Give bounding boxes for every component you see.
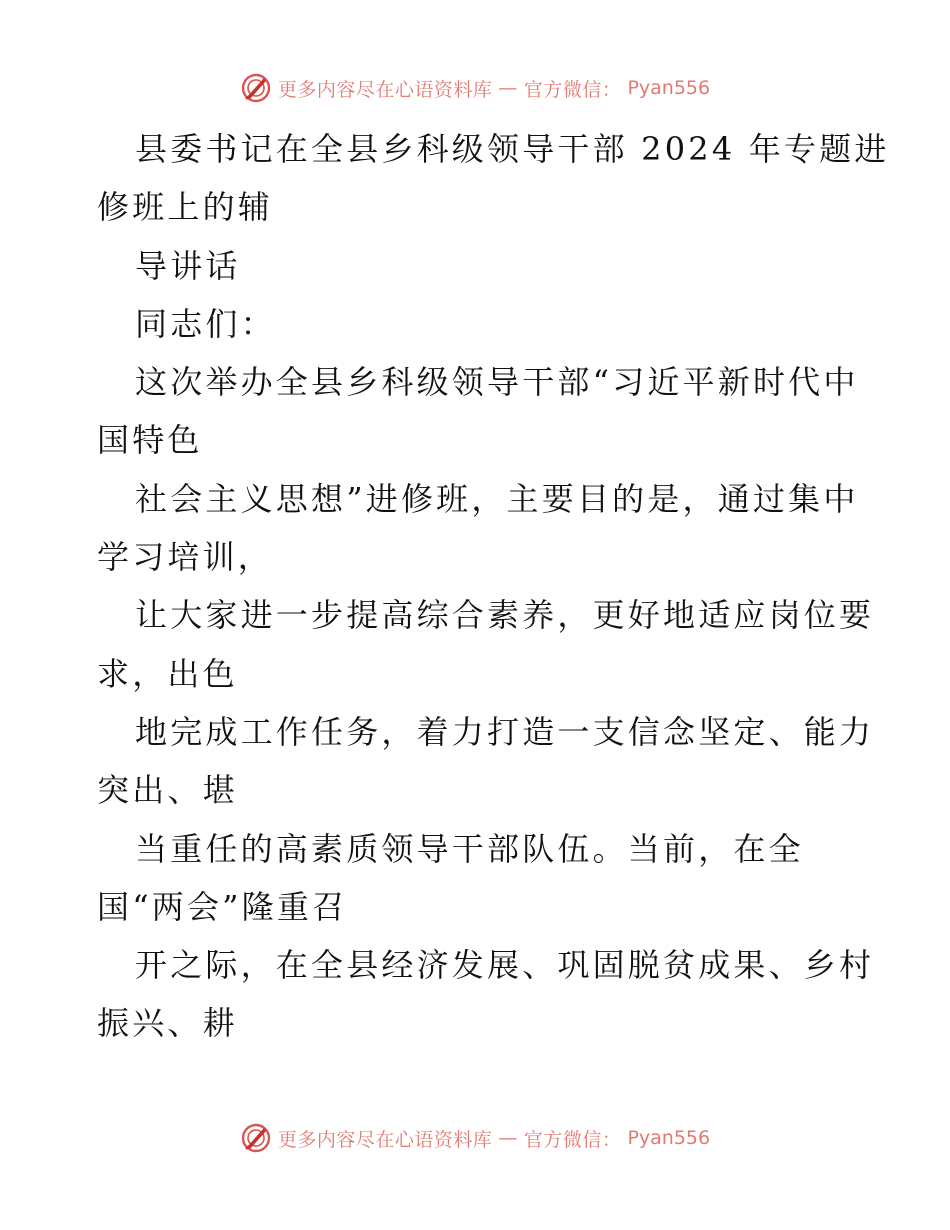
header-watermark — [0, 72, 950, 104]
document-body — [97, 120, 890, 1053]
body-line: 国特色 — [97, 421, 203, 460]
watermark-wechat-id: Pyan556 — [627, 77, 711, 99]
body-line: 国“两会”隆重召 — [97, 887, 348, 926]
quill-logo-icon — [240, 1122, 272, 1154]
watermark-separator: — — [498, 1127, 518, 1149]
body-line: 开之际，在全县经济发展、巩固脱贫成果、乡村 — [135, 946, 875, 985]
watermark-text: 更多内容尽在心语资料库 — [277, 1128, 493, 1151]
watermark-wechat-label: 官方微信： — [523, 1128, 622, 1151]
body-line: 振兴、耕 — [97, 1004, 238, 1043]
body-line: 地完成工作任务，着力打造一支信念坚定、能力 — [135, 712, 875, 751]
watermark-wechat-id: Pyan556 — [627, 1127, 711, 1149]
watermark-text: 更多内容尽在心语资料库 — [277, 78, 493, 101]
title-line-1: 县委书记在全县乡科级领导干部 2024 年专题进 — [135, 130, 890, 168]
body-line: 让大家进一步提高综合素养，更好地适应岗位要 — [135, 596, 875, 635]
title-line-2: 修班上的辅 — [97, 188, 274, 227]
title-line-3: 导讲话 — [135, 246, 241, 285]
body-line: 这次举办全县乡科级领导干部“习近平新时代中 — [135, 363, 859, 402]
quill-logo-icon — [240, 72, 272, 104]
body-line: 当重任的高素质领导干部队伍。当前，在全 — [135, 829, 804, 868]
body-line: 学习培训， — [97, 538, 274, 577]
body-line: 突出、堪 — [97, 771, 238, 810]
body-line: 求，出色 — [97, 654, 238, 693]
watermark-separator: — — [498, 77, 518, 99]
footer-watermark — [0, 1122, 950, 1154]
watermark-wechat-label: 官方微信： — [523, 78, 622, 101]
body-line: 社会主义思想”进修班，主要目的是，通过集中 — [135, 479, 859, 518]
salutation: 同志们： — [135, 304, 276, 343]
